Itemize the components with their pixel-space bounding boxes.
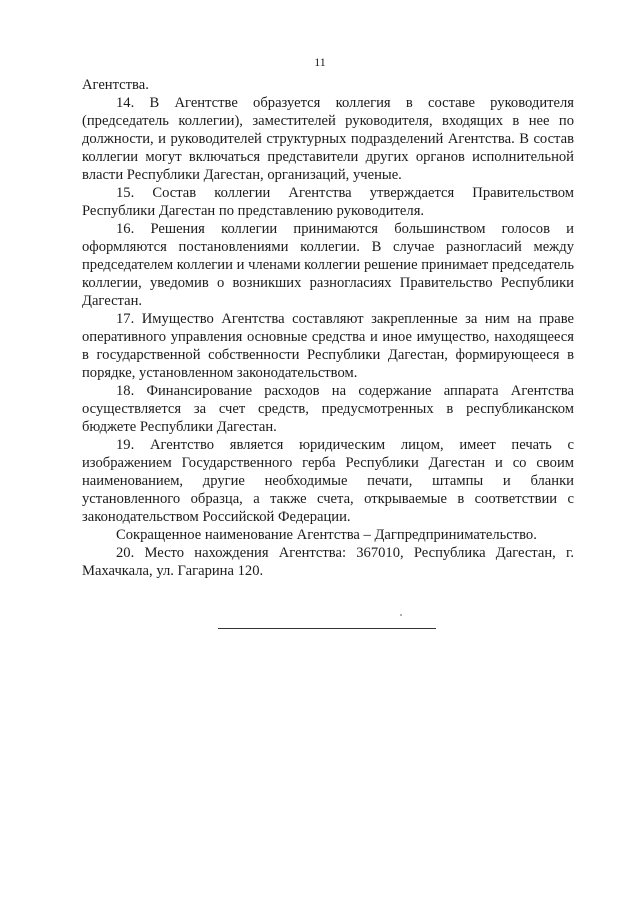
- page-number: 11: [314, 55, 326, 69]
- paragraph-16: 16. Решения коллегии принимаются большинством голосов и оформляются постановлениями коллегии. В случае разногласий между председателем коллегии и членами коллегии решение принимает председатель коллегии, уведомив о возникших разногласиях Правительство Республики Дагестан.: [82, 221, 574, 309]
- scan-speck: [400, 614, 402, 616]
- paragraph-20: 20. Место нахождения Агентства: 367010, Республика Дагестан, г. Махачкала, ул. Гагарина 120.: [82, 545, 574, 579]
- paragraph-17: 17. Имущество Агентства составляют закрепленные за ним на праве оперативного управления основные средства и иное имущество, находящееся в государственной собственности Республики Дагестан, формирующееся в порядке, установленном законодательством.: [82, 311, 574, 381]
- paragraph-19: 19. Агентство является юридическим лицом, имеет печать с изображением Государственного герба Республики Дагестан и со своим наименованием, другие необходимые печати, штампы и бланки установленного образца, а также счета, открываемые в соответствии с законодательством Российской Федерации.: [82, 437, 574, 525]
- paragraph-15: 15. Состав коллегии Агентства утверждается Правительством Республики Дагестан по представлению руководителя.: [82, 185, 574, 219]
- paragraph-14: 14. В Агентстве образуется коллегия в составе руководителя (председатель коллегии), заместителей руководителя, входящих в нее по должности, и руководителей структурных подразделений Агентства. В состав коллегии могут включаться представители других органов исполнительной власти Республики Дагестан, организаций, ученые.: [82, 95, 574, 183]
- paragraph-18: 18. Финансирование расходов на содержание аппарата Агентства осуществляется за счет средств, предусмотренных в республиканском бюджете Республики Дагестан.: [82, 383, 574, 435]
- end-divider-line: [218, 628, 436, 629]
- document-body: [82, 76, 574, 580]
- paragraph-continuation: Агентства.: [82, 77, 149, 93]
- paragraph-short-name: Сокращенное наименование Агентства – Дагпредпринимательство.: [116, 527, 537, 543]
